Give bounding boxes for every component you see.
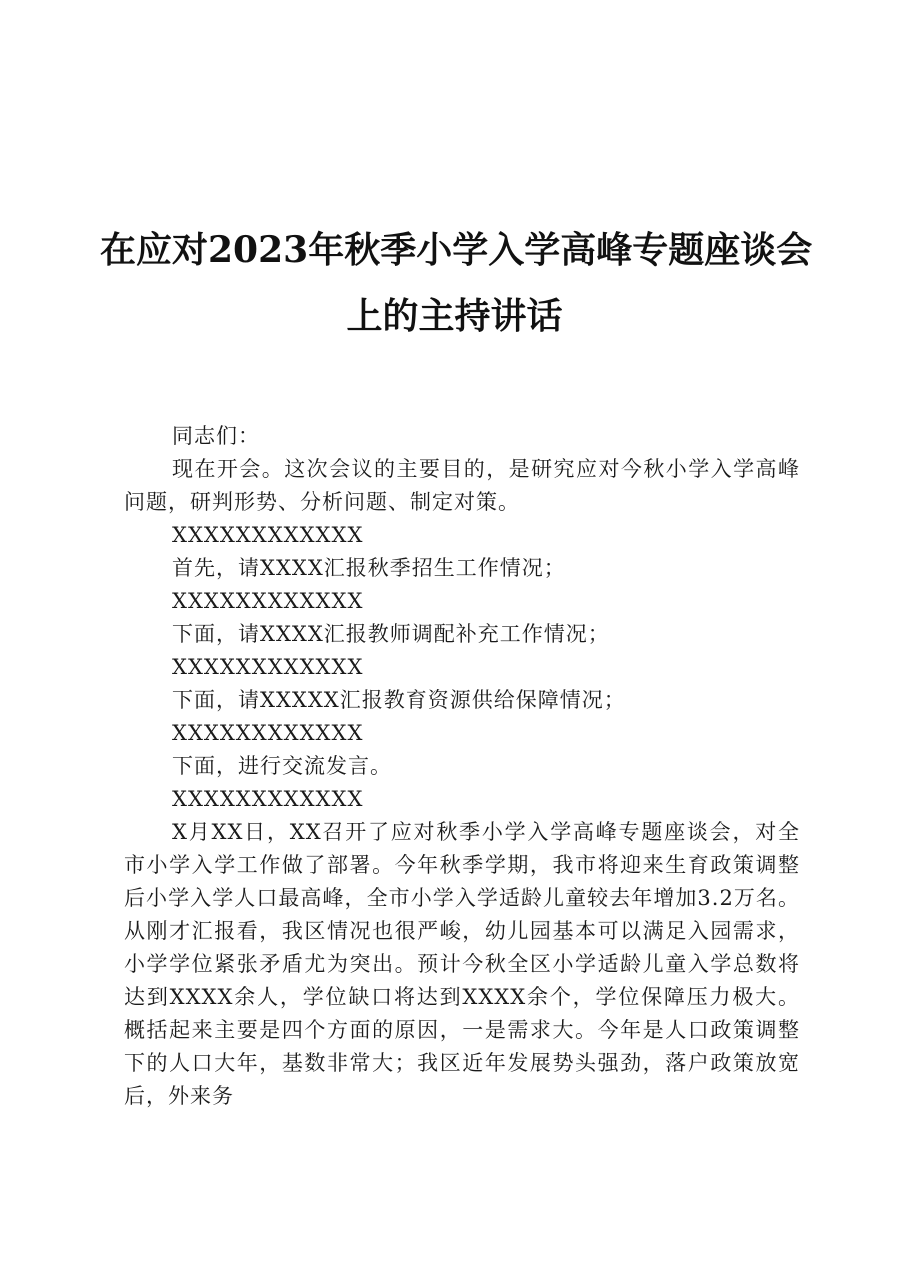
summary-paragraph: X月XX日，XX召开了应对秋季小学入学高峰专题座谈会，对全市小学入学工作做了部署。今年秋季学期，我市将迎来生育政策调整后小学入学人口最高峰，全市小学入学适龄儿童较去年增加3.2万名。从刚才汇报看，我区情况也很严峻，幼儿园基本可以满足入园需求，小学学位紧张矛盾尤为突出。预计今秋全区小学适龄儿童入学总数将达到XXXX余人，学位缺口将达到XXXX余个，学位保障压力极大。概括起来主要是四个方面的原因，一是需求大。今年是人口政策调整下的人口大年，基数非常大；我区近年发展势头强劲，落户政策放宽后，外来务 bbox=[124, 820, 800, 1108]
opening-paragraph: 现在开会。这次会议的主要目的，是研究应对今秋小学入学高峰问题，研判形势、分析问题、制定对策。 bbox=[124, 457, 800, 514]
placeholder-line: XXXXXXXXXXXX bbox=[172, 523, 364, 547]
placeholder-line: XXXXXXXXXXXX bbox=[172, 589, 364, 613]
document-title-line-1: 在应对2023年秋季小学入学高峰专题座谈会 bbox=[100, 229, 813, 271]
greeting: 同志们： bbox=[172, 424, 260, 448]
placeholder-line: XXXXXXXXXXXX bbox=[172, 655, 364, 679]
agenda-item-3: 下面，请XXXXX汇报教育资源供给保障情况； bbox=[172, 688, 626, 712]
agenda-item-4: 下面，进行交流发言。 bbox=[172, 754, 392, 778]
document-body bbox=[124, 420, 800, 1113]
agenda-item-2: 下面，请XXXX汇报教师调配补充工作情况； bbox=[172, 622, 610, 646]
agenda-item-1: 首先，请XXXX汇报秋季招生工作情况； bbox=[172, 556, 566, 580]
placeholder-line: XXXXXXXXXXXX bbox=[172, 787, 364, 811]
document-title-line-2: 上的主持讲话 bbox=[346, 295, 563, 337]
placeholder-line: XXXXXXXXXXXX bbox=[172, 721, 364, 745]
